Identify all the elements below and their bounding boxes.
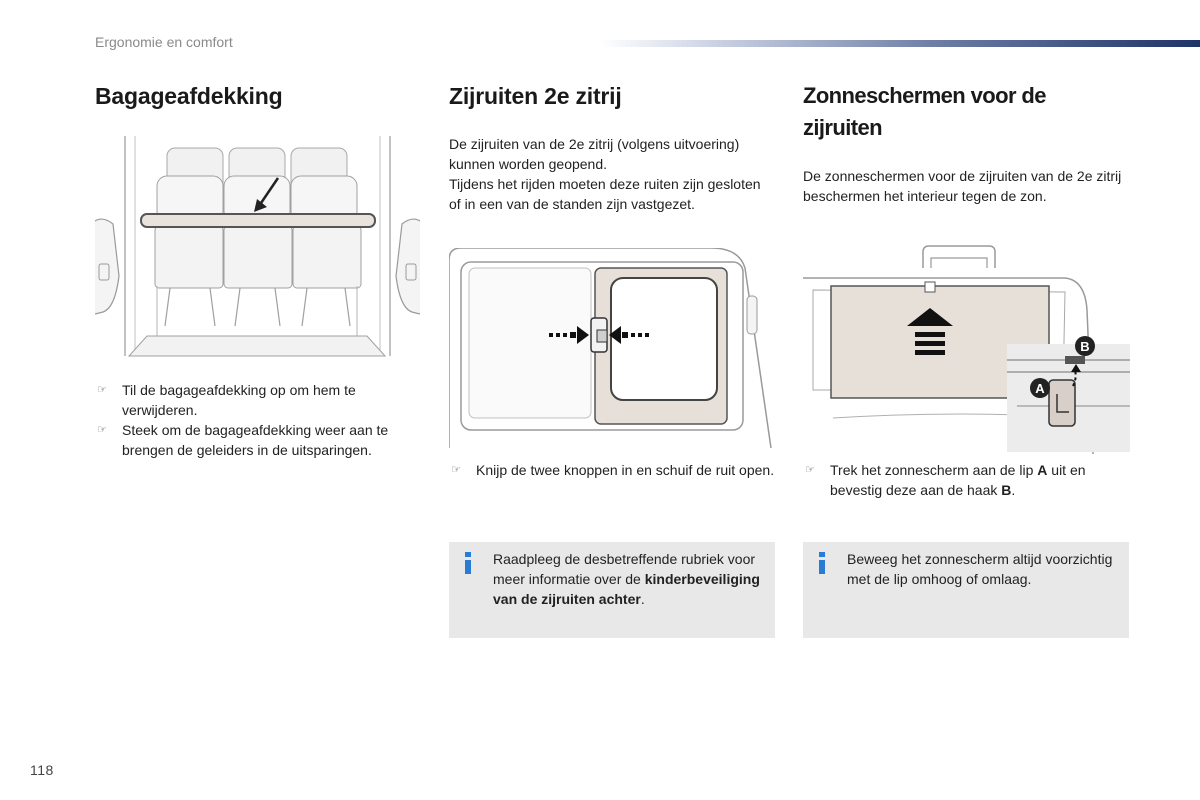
info-box-child-safety: Raadpleeg de desbetreffende rubriek voor meer informatie over de kinderbeveiliging van de zijruiten achter. <box>449 542 775 638</box>
column-luggage-cover <box>95 80 420 460</box>
sunblind-illustration <box>803 240 1130 454</box>
luggage-cover-illustration <box>95 136 420 358</box>
callout-a: A <box>1035 381 1045 396</box>
list-item: ☞ Trek het zonnescherm aan de lip A uit en bevestig deze aan de haak B. <box>803 460 1130 500</box>
side-window-illustration <box>449 248 775 448</box>
pointing-finger-icon: ☞ <box>97 424 107 436</box>
pointing-finger-icon: ☞ <box>97 384 107 396</box>
intro-paragraph-1: De zijruiten van de 2e zitrij (volgens uitvoering) kunnen worden geopend. <box>449 136 740 172</box>
heading-sunblinds: Zonneschermen voor de zijruiten <box>803 83 1046 140</box>
section-label: Ergonomie en comfort <box>95 34 233 50</box>
column-sunblinds <box>803 80 1130 500</box>
heading-side-windows: Zijruiten 2e zitrij <box>449 83 622 109</box>
intro-paragraph: De zonneschermen voor de zijruiten van de 2e zitrij beschermen het interieur tegen de zon. <box>803 168 1122 204</box>
intro-paragraph-2: Tijdens het rijden moeten deze ruiten zijn gesloten of in een van de standen zijn vastgezet. <box>449 176 761 212</box>
heading-luggage-cover: Bagageafdekking <box>95 83 283 109</box>
pointing-finger-icon: ☞ <box>451 464 461 476</box>
column-side-windows <box>449 80 775 480</box>
header-gradient-bar <box>600 40 1200 47</box>
info-icon <box>463 552 473 574</box>
info-box-sunblind-care: Beweeg het zonnescherm altijd voorzichtig met de lip omhoog of omlaag. <box>803 542 1129 638</box>
page-number: 118 <box>30 762 54 778</box>
info-icon <box>817 552 827 574</box>
callout-b: B <box>1080 339 1090 354</box>
list-item: ☞ Steek om de bagageafdekking weer aan te brengen de geleiders in de uitsparingen. <box>95 420 420 460</box>
list-item: ☞ Til de bagageafdekking op om hem te verwijderen. <box>95 380 420 420</box>
pointing-finger-icon: ☞ <box>805 464 815 476</box>
list-item: ☞ Knijp de twee knoppen in en schuif de ruit open. <box>449 460 775 480</box>
